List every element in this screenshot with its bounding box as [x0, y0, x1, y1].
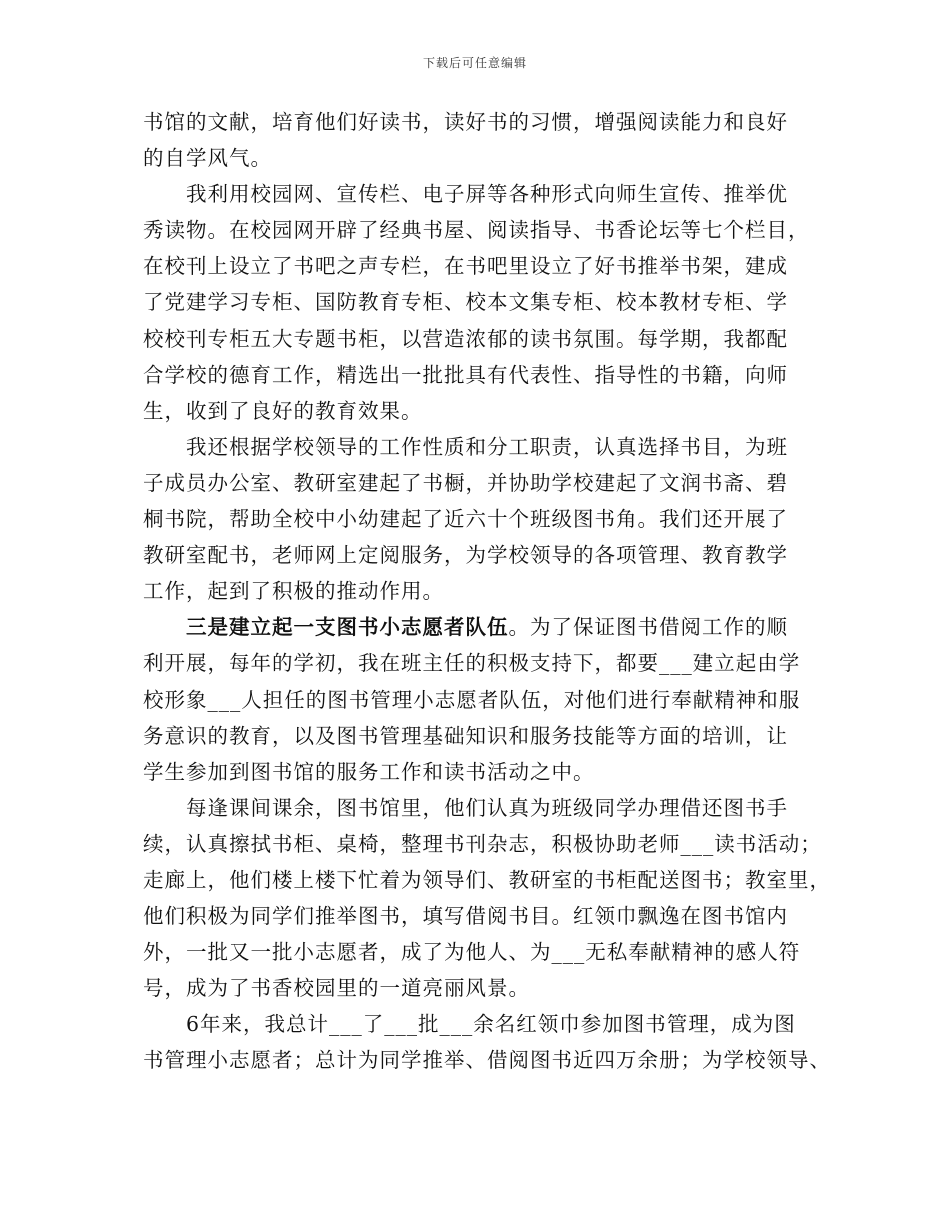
heading-continuation: 。为了保证图书借阅工作的顺: [508, 615, 788, 640]
text-line: 书管理小志愿者；总计为同学推举、借阅图书近四万余册；为学校领导、: [143, 1048, 831, 1073]
text-line: 桐书院，帮助全校中小幼建起了近六十个班级图书角。我们还开展了: [143, 507, 788, 532]
text-line: 学生参加到图书馆的服务工作和读书活动之中。: [143, 759, 595, 784]
text-line: 外，一批又一批小志愿者，成了为他人、为___无私奉献精神的感人符: [143, 940, 801, 965]
document-body: [143, 104, 831, 1079]
text-line: 在校刊上设立了书吧之声专栏，在书吧里设立了好书推举书架，建成: [143, 254, 788, 279]
text-line: 书馆的文献，培育他们好读书，读好书的习惯，增强阅读能力和良好: [143, 110, 788, 134]
paragraph-indent: [143, 615, 186, 639]
page-header: 下载后可任意编辑: [422, 56, 527, 70]
text-line: 每逢课间课余，图书馆里，他们认真为班级同学办理借还图书手: [143, 795, 788, 820]
text-line: 务意识的教育，以及图书管理基础知识和服务技能等方面的培训，让: [143, 723, 788, 748]
text-line: 生，收到了良好的教育效果。: [143, 398, 423, 423]
section-heading: 三是建立起一支图书小志愿者队伍: [186, 615, 509, 640]
text-line: 6年来，我总计___了___批___余名红领巾参加图书管理，成为图: [143, 1012, 796, 1037]
text-line: 走廊上，他们楼上楼下忙着为领导们、教研室的书柜配送图书；教室里，: [143, 867, 831, 892]
text-line: 子成员办公室、教研室建起了书橱，并协助学校建起了文润书斋、碧: [143, 470, 788, 495]
text-line: 的自学风气。: [143, 146, 272, 171]
text-line: 秀读物。在校园网开辟了经典书屋、阅读指导、书香论坛等七个栏目，: [143, 218, 810, 243]
text-line: 我利用校园网、宣传栏、电子屏等各种形式向师生宣传、推举优: [143, 182, 788, 207]
text-line: 号，成为了书香校园里的一道亮丽风景。: [143, 976, 530, 1001]
text-line: 了党建学习专柜、国防教育专柜、校本文集专柜、校本教材专柜、学: [143, 290, 788, 315]
text-line: 校校刊专柜五大专题书柜，以营造浓郁的读书氛围。每学期，我都配: [143, 326, 788, 351]
text-line: 教研室配书，老师网上定阅服务，为学校领导的各项管理、教育教学: [143, 543, 788, 568]
text-line: 续，认真擦拭书柜、桌椅，整理书刊杂志，积极协助老师___读书活动；: [143, 831, 822, 856]
bold-paragraph-line: [143, 609, 823, 645]
text-line: 校形象___人担任的图书管理小志愿者队伍，对他们进行奉献精神和服: [143, 687, 801, 712]
text-line: 他们积极为同学们推举图书，填写借阅书目。红领巾飘逸在图书馆内: [143, 904, 788, 929]
text-line: 合学校的德育工作，精选出一批批具有代表性、指导性的书籍，向师: [143, 362, 788, 387]
text-line: 利开展，每年的学初，我在班主任的积极支持下，都要___建立起由学: [143, 651, 801, 676]
text-line: 工作，起到了积极的推动作用。: [143, 579, 444, 604]
text-line: 我还根据学校领导的工作性质和分工职责，认真选择书目，为班: [143, 434, 788, 459]
